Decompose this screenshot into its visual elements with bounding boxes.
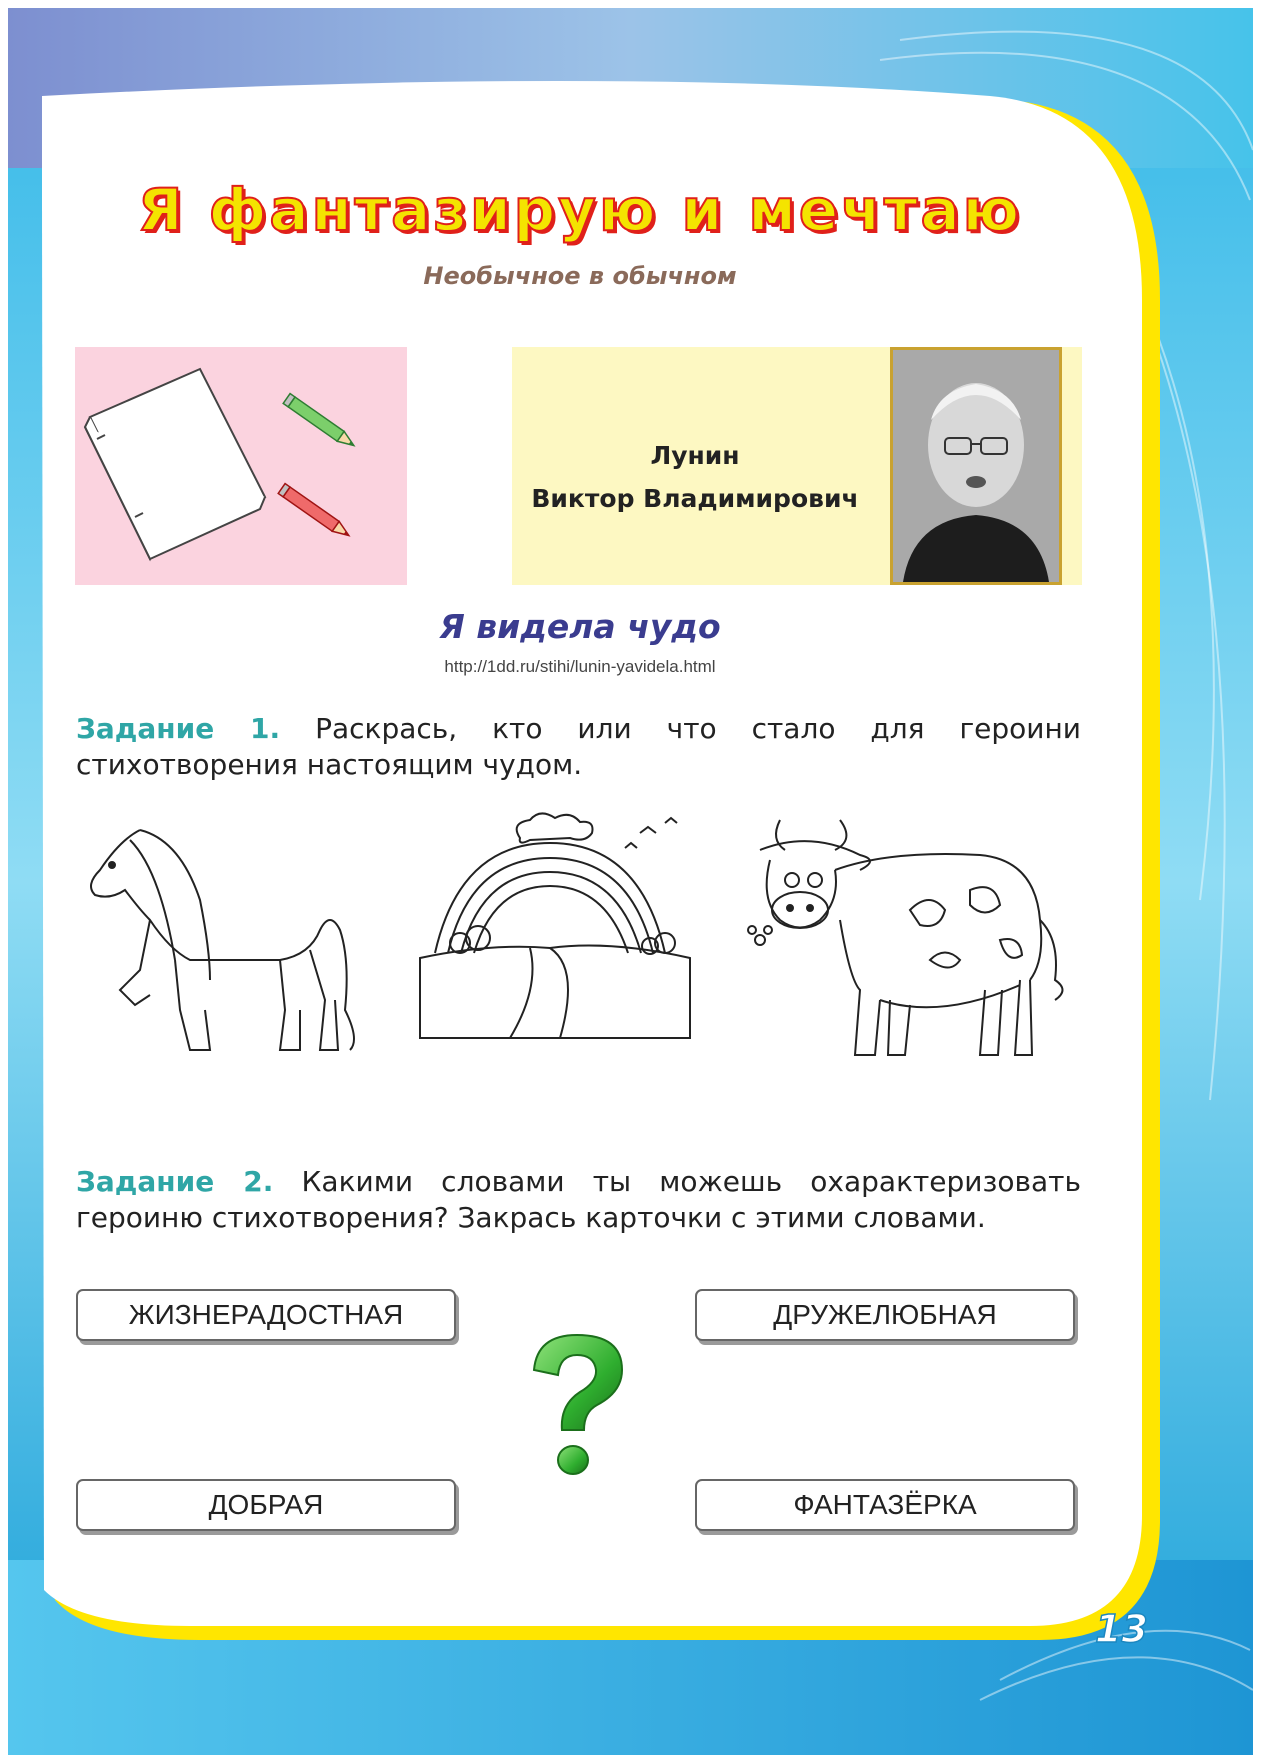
book-illustration-panel bbox=[75, 347, 407, 585]
question-mark-icon bbox=[522, 1330, 632, 1490]
author-portrait bbox=[890, 347, 1062, 585]
page-subtitle: Необычное в обычном bbox=[423, 262, 737, 290]
author-surname: Лунин bbox=[650, 441, 740, 470]
rainbow-icon[interactable] bbox=[410, 808, 700, 1048]
portrait-icon bbox=[893, 350, 1059, 582]
card-druzhelyubnaya[interactable]: ДРУЖЕЛЮБНАЯ bbox=[695, 1289, 1075, 1341]
green-pencil-icon bbox=[283, 394, 357, 451]
card-dobraya[interactable]: ДОБРАЯ bbox=[76, 1479, 456, 1531]
task-2-text: Какими словами ты можешь охарактеризовать героиню стихотворения? Закрась карточки с этими словами. bbox=[76, 1165, 1081, 1234]
cow-icon[interactable] bbox=[740, 810, 1070, 1065]
task-1-label: Задание 1. bbox=[76, 712, 281, 745]
book-icon bbox=[85, 369, 265, 559]
poem-url[interactable]: http://1dd.ru/stihi/lunin-yavidela.html bbox=[444, 657, 716, 676]
book-pencils-icon bbox=[75, 347, 407, 585]
card-zhizneradostnaya[interactable]: ЖИЗНЕРАДОСТНАЯ bbox=[76, 1289, 456, 1341]
card-fantazerka[interactable]: ФАНТАЗЁРКА bbox=[695, 1479, 1075, 1531]
author-name bbox=[520, 434, 870, 520]
page-title: Я фантазирую и мечтаю bbox=[137, 176, 1023, 244]
page-number: 13 bbox=[1095, 1607, 1148, 1651]
horse-icon[interactable] bbox=[80, 810, 360, 1065]
author-full-name: Виктор Владимирович bbox=[531, 484, 859, 513]
red-pencil-icon bbox=[278, 484, 352, 541]
task-1-text: Раскрась, кто или что стало для героини стихотворения настоящим чудом. bbox=[76, 712, 1081, 781]
poem-title: Я видела чудо bbox=[439, 607, 721, 646]
task-2-label: Задание 2. bbox=[76, 1165, 274, 1198]
task-1 bbox=[76, 711, 1081, 783]
task-2 bbox=[76, 1164, 1081, 1236]
